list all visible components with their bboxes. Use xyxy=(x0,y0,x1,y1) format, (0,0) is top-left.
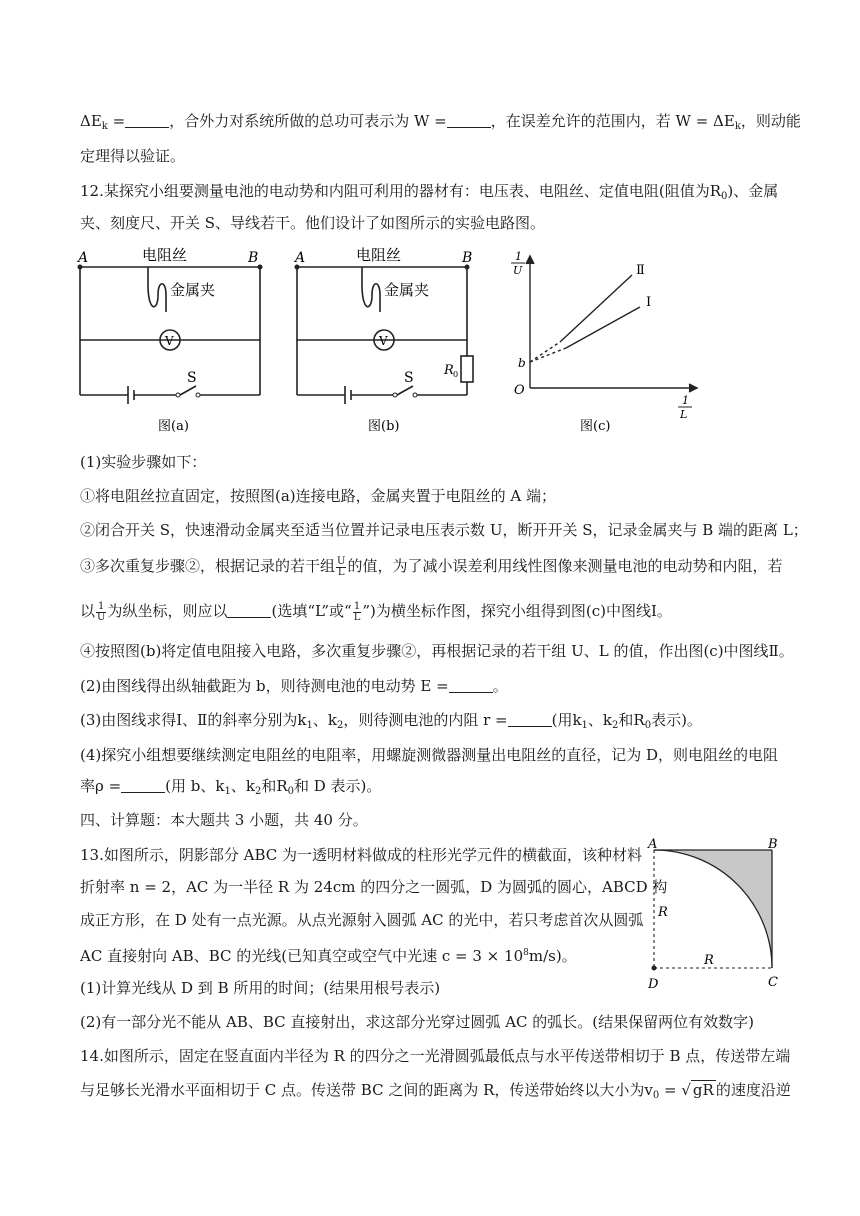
text: = xyxy=(107,112,126,130)
resistor-label-sub: 0 xyxy=(453,370,459,379)
text: 与足够长光滑水平面相切于 C 点。传送带 BC 之间的距离为 R，传送带始终以大小为v xyxy=(80,1081,653,1099)
text: 、k xyxy=(587,711,613,729)
text-line xyxy=(80,776,381,802)
answer-blank xyxy=(125,113,169,128)
text: 1 xyxy=(581,720,588,731)
text: 和R xyxy=(618,711,645,729)
switch-contact xyxy=(176,393,180,397)
text: 2 xyxy=(254,786,262,797)
text: m/s)。 xyxy=(528,947,577,965)
text: 13.如图所示，阴影部分 ABC 为一透明材料做成的柱形光学元件的横截面，该种材料 xyxy=(80,846,643,864)
text: 和R xyxy=(261,777,288,795)
text: 、k xyxy=(230,777,255,795)
switch-contact xyxy=(196,393,200,397)
fraction-1-over-u xyxy=(96,602,106,623)
text: 定理得以验证。 xyxy=(80,147,186,165)
fraction-1-over-l xyxy=(353,602,362,623)
text: 8 xyxy=(523,948,529,958)
text: 14.如图所示，固定在竖直面内半径为 R 的四分之一光滑圆弧最低点与水平传送带相切于 B 点，传送带左端 xyxy=(80,1047,791,1065)
label-c: C xyxy=(768,975,778,990)
label-radius: R xyxy=(658,905,668,920)
text: 1 xyxy=(306,720,313,731)
text: (4)探究小组想要继续测定电阻丝的电阻率，用螺旋测微器测量出电阻丝的直径，记为 D，则电阻丝的电阻 xyxy=(80,746,779,764)
y-axis-denominator: U xyxy=(513,264,523,277)
intercept-label: b xyxy=(518,356,526,370)
text: 0 xyxy=(644,720,652,731)
text: 和 D 表示)。 xyxy=(293,777,382,795)
text: )、金属 xyxy=(727,182,779,200)
figure-caption: 图(c) xyxy=(580,419,611,434)
figure-caption: 图(a) xyxy=(158,419,189,434)
answer-blank xyxy=(447,113,491,128)
label-a: A xyxy=(78,250,89,266)
text: 折射率 n = 2，AC 为一半径 R 为 24cm 的四分之一圆弧，D 为圆弧的圆心，ABCD 构 xyxy=(80,878,668,896)
label-b: B xyxy=(768,837,778,852)
section-heading xyxy=(80,810,368,830)
text: 1 xyxy=(224,786,231,797)
voltmeter-label: V xyxy=(165,334,174,348)
text: 的值，为了减小误差利用线性图像来测量电池的电动势和内阻，若 xyxy=(347,557,783,575)
figure-c-graph xyxy=(526,256,697,392)
text: (用k xyxy=(551,711,582,729)
text-line xyxy=(80,676,508,696)
label-b: B xyxy=(248,250,259,266)
text: 2 xyxy=(612,720,619,731)
sqrt-expression: gR xyxy=(692,1081,714,1099)
text-line xyxy=(80,1012,754,1032)
figure-caption: 图(b) xyxy=(368,419,400,434)
question-14-line xyxy=(80,1046,790,1066)
switch-contact xyxy=(393,393,397,397)
text: ，则动能 xyxy=(740,112,801,130)
text: (2)有一部分光不能从 AB、BC 直接射出，求这部分光穿过圆弧 AC 的弧长。(结果保留两位有效数字) xyxy=(80,1013,754,1031)
numerator: 1 xyxy=(96,602,106,613)
question-12-line xyxy=(80,181,778,207)
text-line xyxy=(80,146,185,166)
text-line xyxy=(80,641,794,661)
text-line xyxy=(80,111,801,137)
numerator: U xyxy=(337,555,346,567)
text: 0 xyxy=(721,191,728,202)
text-line xyxy=(80,710,702,736)
x-axis-denominator: L xyxy=(680,408,688,421)
text-line xyxy=(80,943,577,966)
text: 成正方形，在 D 处有一点光源。从点光源射入圆弧 AC 的光中，若只考虑首次从圆弧 xyxy=(80,911,644,929)
label-metal-clip: 金属夹 xyxy=(170,281,216,299)
text: 0 xyxy=(287,786,294,797)
text: k xyxy=(734,121,741,132)
text: 夹、刻度尺、开关 S、导线若干。他们设计了如图所示的实验电路图。 xyxy=(80,214,546,232)
label-radius: R xyxy=(704,953,714,968)
text: = xyxy=(659,1081,682,1099)
text: 。 xyxy=(492,677,508,695)
text-line xyxy=(80,556,782,578)
text: ΔE xyxy=(80,112,102,130)
text: (3)由图线求得Ⅰ、Ⅱ的斜率分别为k xyxy=(80,711,307,729)
text: ②闭合开关 S，快速滑动金属夹至适当位置并记录电压表示数 U，断开开关 S，记录金属夹与 B 端的距离 L； xyxy=(80,521,808,539)
answer-blank xyxy=(227,603,271,618)
switch-label: S xyxy=(187,370,197,386)
text: ，则待测电池的内阻 r = xyxy=(343,711,508,729)
shaded-region xyxy=(654,850,772,968)
y-axis-numerator: 1 xyxy=(515,250,522,263)
text-line: 与足够长光滑水平面相切于 C 点。传送带 BC 之间的距离为 R，传送带始终以大小为$v_0$ = √ gR 的速度沿逆 xyxy=(80,1081,791,1101)
label-a: A xyxy=(295,250,306,266)
text-line xyxy=(80,877,667,897)
answer-blank xyxy=(508,712,552,727)
text-line xyxy=(80,745,778,765)
voltmeter-label: V xyxy=(379,334,388,348)
text: (选填“L”或“ xyxy=(271,602,352,620)
text-line xyxy=(80,978,440,998)
text-line xyxy=(80,910,643,930)
text: (1)计算光线从 D 到 B 所用的时间；(结果用根号表示) xyxy=(80,979,441,997)
text-line xyxy=(80,486,556,506)
text: 的速度沿逆 xyxy=(715,1081,791,1099)
text: 0 xyxy=(652,1090,660,1101)
label-resistance-wire: 电阻丝 xyxy=(142,246,188,264)
text: k xyxy=(101,121,108,132)
text: (1)实验步骤如下： xyxy=(80,453,207,471)
text: 、k xyxy=(312,711,337,729)
text: 以 xyxy=(80,602,96,620)
text: ，合外力对系统所做的总功可表示为 W = xyxy=(169,112,447,130)
text: ，在误差允许的范围内，若 W = ΔE xyxy=(490,112,735,130)
resistor-label: R xyxy=(444,363,454,378)
switch-contact xyxy=(413,393,417,397)
origin-label: O xyxy=(514,383,525,398)
question-13-line xyxy=(80,845,642,865)
switch-label: S xyxy=(404,370,414,386)
light-source-point xyxy=(652,966,657,971)
denominator: U xyxy=(97,611,106,623)
q13-figure xyxy=(640,836,790,1001)
line-i-label: Ⅰ xyxy=(646,295,652,310)
text: (2)由图线得出纵轴截距为 b，则待测电池的电动势 E = xyxy=(80,677,449,695)
fraction-u-over-l xyxy=(336,557,346,578)
text: 2 xyxy=(336,720,344,731)
label-resistance-wire: 电阻丝 xyxy=(356,246,402,264)
label-metal-clip: 金属夹 xyxy=(384,281,430,299)
text: ③多次重复步骤②，根据记录的若干组 xyxy=(80,557,336,575)
text: (用 b、k xyxy=(165,777,225,795)
text-line xyxy=(80,452,206,472)
text: 12.某探究小组要测量电池的电动势和内阻可利用的器材有：电压表、电阻丝、定值电阻(阻值为R xyxy=(80,182,722,200)
text: ①将电阻丝拉直固定，按照图(a)连接电路，金属夹置于电阻丝的 A 端； xyxy=(80,487,557,505)
denominator: L xyxy=(337,566,345,578)
text: ④按照图(b)将定值电阻接入电路，多次重复步骤②，再根据记录的若干组 U、L 的值，作出图(c)中图线Ⅱ。 xyxy=(80,642,794,660)
circuit-figures xyxy=(70,240,710,440)
text: 四、计算题：本大题共 3 小题，共 40 分。 xyxy=(80,811,368,829)
text: ”)为横坐标作图，探究小组得到图(c)中图线Ⅰ。 xyxy=(362,602,672,620)
text-line xyxy=(80,520,808,540)
numerator: 1 xyxy=(353,600,361,612)
denominator: L xyxy=(353,611,361,623)
text: 为纵坐标，则应以 xyxy=(107,602,228,620)
label-b: B xyxy=(462,250,473,266)
line-ii-label: Ⅱ xyxy=(636,263,645,278)
label-a: A xyxy=(648,837,658,852)
label-d: D xyxy=(648,977,659,992)
text: 表示)。 xyxy=(651,711,702,729)
answer-blank xyxy=(121,778,165,793)
answer-blank xyxy=(449,678,493,693)
text: 率ρ = xyxy=(80,777,122,795)
text: AC 直接射向 AB、BC 的光线(已知真空或空气中光速 c = 3 × 10 xyxy=(80,947,524,965)
text-line xyxy=(80,601,672,623)
text-line xyxy=(80,213,545,233)
x-axis-numerator: 1 xyxy=(682,394,689,407)
